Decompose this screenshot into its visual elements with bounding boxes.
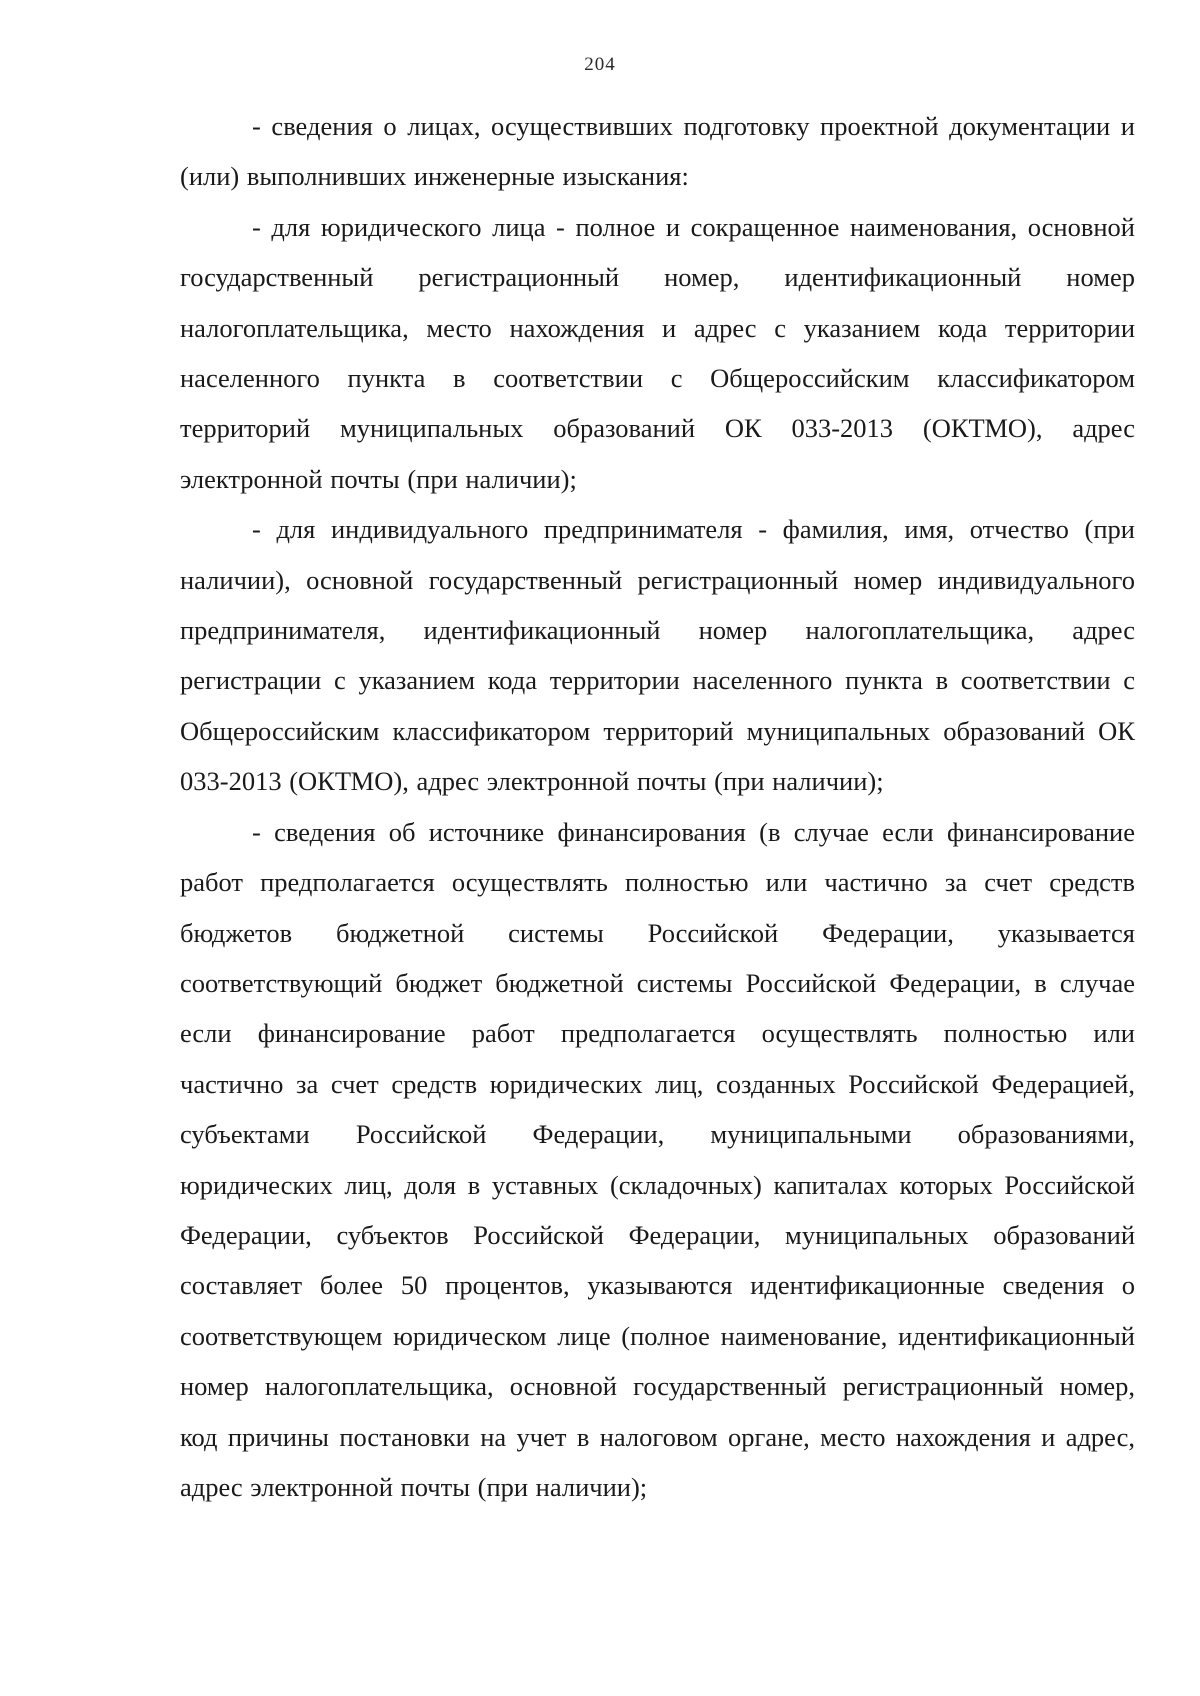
paragraph-legal-entity: - для юридического лица - полное и сокращенное наименования, основной государственный регистрационный номер, идентификационный номер налогоплательщика, место нахождения и адрес с указанием кода территории населенного пункта в соответствии с Общероссийским классификатором территорий муниципальных образований ОК 033-2013 (ОКТМО), адрес электронной почты (при наличии); [180, 211, 1135, 494]
paragraph-designers-info: - сведения о лицах, осуществивших подготовку проектной документации и (или) выполнивших инженерные изыскания: [180, 111, 1135, 192]
document-body [180, 101, 1135, 1512]
paragraph-individual-entrepreneur: - для индивидуального предпринимателя - фамилия, имя, отчество (при наличии), основной государственный регистрационный номер индивидуального предпринимателя, идентификационный номер налогоплательщика, адрес регистрации с указанием кода территории населенного пункта в соответствии с Общероссийским классификатором территорий муниципальных образований ОК 033-2013 (ОКТМО), адрес электронной почты (при наличии); [180, 514, 1135, 797]
page-number: 204 [584, 54, 616, 75]
paragraph-funding-source: - сведения об источнике финансирования (в случае если финансирование работ предполагается осуществлять полностью или частично за счет средств бюджетов бюджетной системы Российской Федерации, указывается соответствующий бюджет бюджетной системы Российской Федерации, в случае если финансирование работ предполагается осуществлять полностью или частично за счет средств юридических лиц, созданных Российской Федерацией, субъектами Российской Федерации, муниципальными образованиями, юридических лиц, доля в уставных (складочных) капиталах которых Российской Федерации, субъектов Российской Федерации, муниципальных образований составляет более 50 процентов, указываются идентификационные сведения о соответствующем юридическом лице (полное наименование, идентификационный номер налогоплательщика, основной государственный регистрационный номер, код причины постановки на учет в налоговом органе, место нахождения и адрес, адрес электронной почты (при наличии); [180, 816, 1135, 1502]
